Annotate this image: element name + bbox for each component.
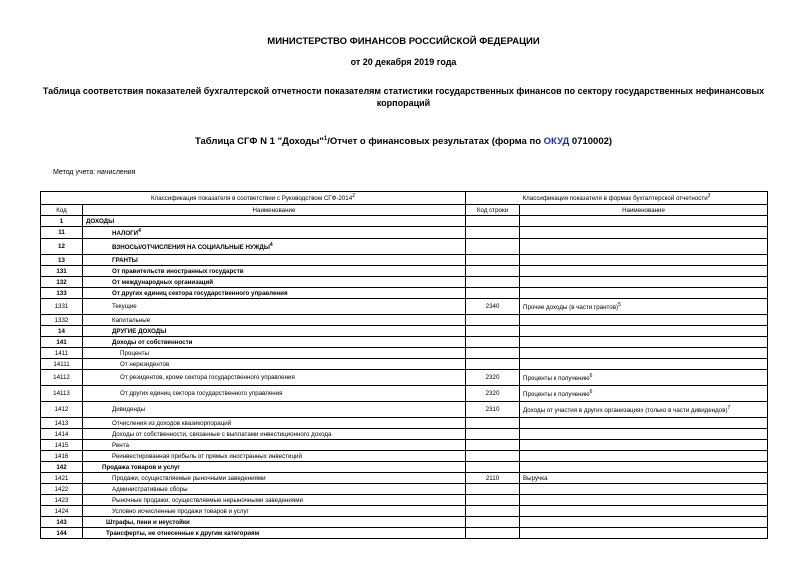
row-code-cell: 14111 (41, 359, 83, 370)
row-line-code-cell (466, 451, 520, 462)
row-line-code-cell (466, 326, 520, 337)
row-name-cell: Административные сборы (83, 484, 466, 495)
row-code-cell: 144 (41, 528, 83, 539)
row-name-cell: От резидентов, кроме сектора государственного управления (83, 370, 466, 386)
row-line-code-cell (466, 277, 520, 288)
row-report-name-cell: Выручка (520, 473, 768, 484)
row-report-name-cell (520, 337, 768, 348)
row-name-cell: ДОХОДЫ (83, 216, 466, 227)
table-row (41, 359, 768, 370)
row-line-code-cell (466, 440, 520, 451)
row-code-cell: 13 (41, 255, 83, 266)
row-report-name-cell (520, 418, 768, 429)
footnote-ref[interactable]: 6 (589, 373, 593, 380)
row-name-cell: Капитальные (83, 315, 466, 326)
row-report-name-cell (520, 451, 768, 462)
row-code-cell: 143 (41, 517, 83, 528)
row-name-cell: От нерезидентов (83, 359, 466, 370)
footnote-ref[interactable]: 7 (727, 405, 731, 412)
group-right-footnote[interactable]: 3 (707, 193, 711, 200)
row-report-name-cell (520, 528, 768, 539)
row-name-cell: Продажи, осуществляемые рыночными заведениями (83, 473, 466, 484)
table-row (41, 451, 768, 462)
group-left-footnote[interactable]: 2 (352, 193, 355, 200)
row-code-cell: 14112 (41, 370, 83, 386)
row-code-cell: 1 (41, 216, 83, 227)
row-report-name-cell (520, 326, 768, 337)
table-row (41, 440, 768, 451)
row-code-cell: 11 (41, 227, 83, 239)
table-title-part-a: Таблица СГФ N 1 "Доходы" (194, 136, 324, 148)
row-line-code-cell (466, 495, 520, 506)
table-row (41, 227, 768, 239)
row-name-cell: Продажа товаров и услуг (83, 462, 466, 473)
row-line-code-cell (466, 239, 520, 255)
table-column-header-row (41, 205, 768, 216)
row-line-code-cell (466, 337, 520, 348)
table-row (41, 299, 768, 315)
table-title-footnote[interactable]: 1 (323, 136, 328, 142)
row-line-code-cell (466, 255, 520, 266)
row-code-cell: 132 (41, 277, 83, 288)
row-line-code-cell (466, 266, 520, 277)
accounting-method: Метод учета: начисления (53, 169, 136, 176)
row-report-name-cell (520, 315, 768, 326)
group-header-right: Классификация показателя в формах бухгалтерской отчетности$^3$ (466, 192, 768, 205)
table-row (41, 402, 768, 418)
row-code-cell: 1423 (41, 495, 83, 506)
row-report-name-cell (520, 288, 768, 299)
row-line-code-cell (466, 315, 520, 326)
footnote-ref[interactable]: 4 (138, 228, 141, 234)
footnote-ref[interactable]: 5 (618, 302, 621, 309)
table-row (41, 288, 768, 299)
row-code-cell: 142 (41, 462, 83, 473)
row-line-code-cell (466, 288, 520, 299)
table-row (41, 255, 768, 266)
row-report-name-cell (520, 517, 768, 528)
correspondence-table (40, 191, 768, 539)
row-name-cell: Дивиденды (83, 402, 466, 418)
row-name-cell: Условно исчисленные продажи товаров и услуг (83, 506, 466, 517)
table-row (41, 315, 768, 326)
ministry-title: МИНИСТЕРСТВО ФИНАНСОВ РОССИЙСКОЙ ФЕДЕРАЦИИ (267, 36, 540, 47)
row-code-cell: 1331 (41, 299, 83, 315)
row-report-name-cell (520, 429, 768, 440)
row-report-name-cell: Доходы от участия в других организациях (только в части дивидендов)$^7$ (520, 402, 768, 418)
row-name-cell: ГРАНТЫ (83, 255, 466, 266)
row-report-name-cell (520, 227, 768, 239)
row-report-name-cell (520, 495, 768, 506)
table-row (41, 216, 768, 227)
row-code-cell: 1415 (41, 440, 83, 451)
row-code-cell: 14113 (41, 386, 83, 402)
document-date: от 20 декабря 2019 года (350, 57, 457, 67)
table-row (41, 277, 768, 288)
row-report-name-cell: Проценты к получению$^6$ (520, 386, 768, 402)
row-code-cell: 131 (41, 266, 83, 277)
row-line-code-cell (466, 517, 520, 528)
row-name-cell: НАЛОГИ$^4$ (83, 227, 466, 239)
row-report-name-cell (520, 484, 768, 495)
row-name-cell: Рента (83, 440, 466, 451)
row-line-code-cell: 2340 (466, 299, 520, 315)
row-code-cell: 1424 (41, 506, 83, 517)
table-row (41, 370, 768, 386)
row-report-name-cell (520, 266, 768, 277)
row-line-code-cell (466, 484, 520, 495)
row-report-name-cell (520, 440, 768, 451)
row-line-code-cell (466, 528, 520, 539)
row-report-name-cell (520, 348, 768, 359)
table-row (41, 506, 768, 517)
row-name-cell: От правительств иностранных государств (83, 266, 466, 277)
column-header-line-code: Код строки (466, 205, 520, 216)
row-name-cell: От других единиц сектора государственного управления (83, 288, 466, 299)
row-name-cell: От международных организаций (83, 277, 466, 288)
table-title (0, 136, 807, 147)
row-line-code-cell: 2320 (466, 386, 520, 402)
column-header-name-right: Наименование (520, 205, 768, 216)
row-line-code-cell (466, 216, 520, 227)
row-report-name-cell (520, 462, 768, 473)
row-name-cell: Штрафы, пени и неустойки (83, 517, 466, 528)
row-name-cell: От других единиц сектора государственного управления (83, 386, 466, 402)
group-header-left: Классификация показателя в соответствии с Руководством СГФ-2014$^2$ (41, 192, 466, 205)
row-report-name-cell (520, 255, 768, 266)
table-row (41, 462, 768, 473)
footnote-ref[interactable]: 6 (589, 389, 593, 396)
table-row (41, 517, 768, 528)
row-code-cell: 141 (41, 337, 83, 348)
row-line-code-cell (466, 227, 520, 239)
footnote-ref[interactable]: 4 (269, 242, 273, 249)
row-report-name-cell: Прочие доходы (в части грантов)$^5$ (520, 299, 768, 315)
table-row (41, 386, 768, 402)
row-report-name-cell (520, 359, 768, 370)
row-report-name-cell (520, 239, 768, 255)
row-name-cell: ДРУГИЕ ДОХОДЫ (83, 326, 466, 337)
row-report-name-cell (520, 216, 768, 227)
row-code-cell: 14 (41, 326, 83, 337)
row-code-cell: 133 (41, 288, 83, 299)
row-report-name-cell (520, 506, 768, 517)
document-title: Таблица соответствия показателей бухгалтерской отчетности показателям статистики государственных финансов по сектору государственных нефинансовых корпораций (42, 86, 765, 108)
column-header-code: Код (41, 205, 83, 216)
row-name-cell: Доходы от собственности (83, 337, 466, 348)
row-name-cell: Доходы от собственности, связанные с выплатами инвестиционного дохода (83, 429, 466, 440)
column-header-name-left: Наименование (83, 205, 466, 216)
row-code-cell: 1332 (41, 315, 83, 326)
table-row (41, 239, 768, 255)
row-code-cell: 1421 (41, 473, 83, 484)
row-report-name-cell: Проценты к получению$^6$ (520, 370, 768, 386)
row-code-cell: 1422 (41, 484, 83, 495)
row-code-cell: 1412 (41, 402, 83, 418)
table-title-part-c: 0710002) (569, 136, 613, 148)
table-row (41, 348, 768, 359)
row-name-cell: Проценты (83, 348, 466, 359)
okud-link[interactable]: ОКУД (543, 136, 570, 148)
table-row (41, 266, 768, 277)
row-line-code-cell: 2110 (466, 473, 520, 484)
row-line-code-cell: 2320 (466, 370, 520, 386)
table-group-header-row (41, 192, 768, 205)
row-line-code-cell (466, 348, 520, 359)
row-code-cell: 1414 (41, 429, 83, 440)
table-row (41, 495, 768, 506)
table-row (41, 429, 768, 440)
row-line-code-cell (466, 359, 520, 370)
table-row (41, 528, 768, 539)
row-code-cell: 1416 (41, 451, 83, 462)
table-row (41, 484, 768, 495)
table-title-part-b: /Отчет о финансовых результатах (форма по (327, 136, 544, 148)
row-line-code-cell: 2310 (466, 402, 520, 418)
row-name-cell: ВЗНОСЫ/ОТЧИСЛЕНИЯ НА СОЦИАЛЬНЫЕ НУЖДЫ$^4$ (83, 239, 466, 255)
row-line-code-cell (466, 429, 520, 440)
row-name-cell: Рыночные продажи, осуществляемые нерыночными заведениями (83, 495, 466, 506)
table-row (41, 337, 768, 348)
row-report-name-cell (520, 277, 768, 288)
table-row (41, 473, 768, 484)
row-name-cell: Текущие (83, 299, 466, 315)
row-code-cell: 1411 (41, 348, 83, 359)
row-line-code-cell (466, 462, 520, 473)
table-row (41, 418, 768, 429)
table-row (41, 326, 768, 337)
row-line-code-cell (466, 418, 520, 429)
row-name-cell: Отчисления из доходов квазикорпораций (83, 418, 466, 429)
row-code-cell: 1413 (41, 418, 83, 429)
row-code-cell: 12 (41, 239, 83, 255)
row-line-code-cell (466, 506, 520, 517)
table-body (41, 216, 768, 539)
row-name-cell: Трансферты, не отнесенные к другим категориям (83, 528, 466, 539)
row-name-cell: Реинвестированная прибыль от прямых иностранных инвестиций (83, 451, 466, 462)
